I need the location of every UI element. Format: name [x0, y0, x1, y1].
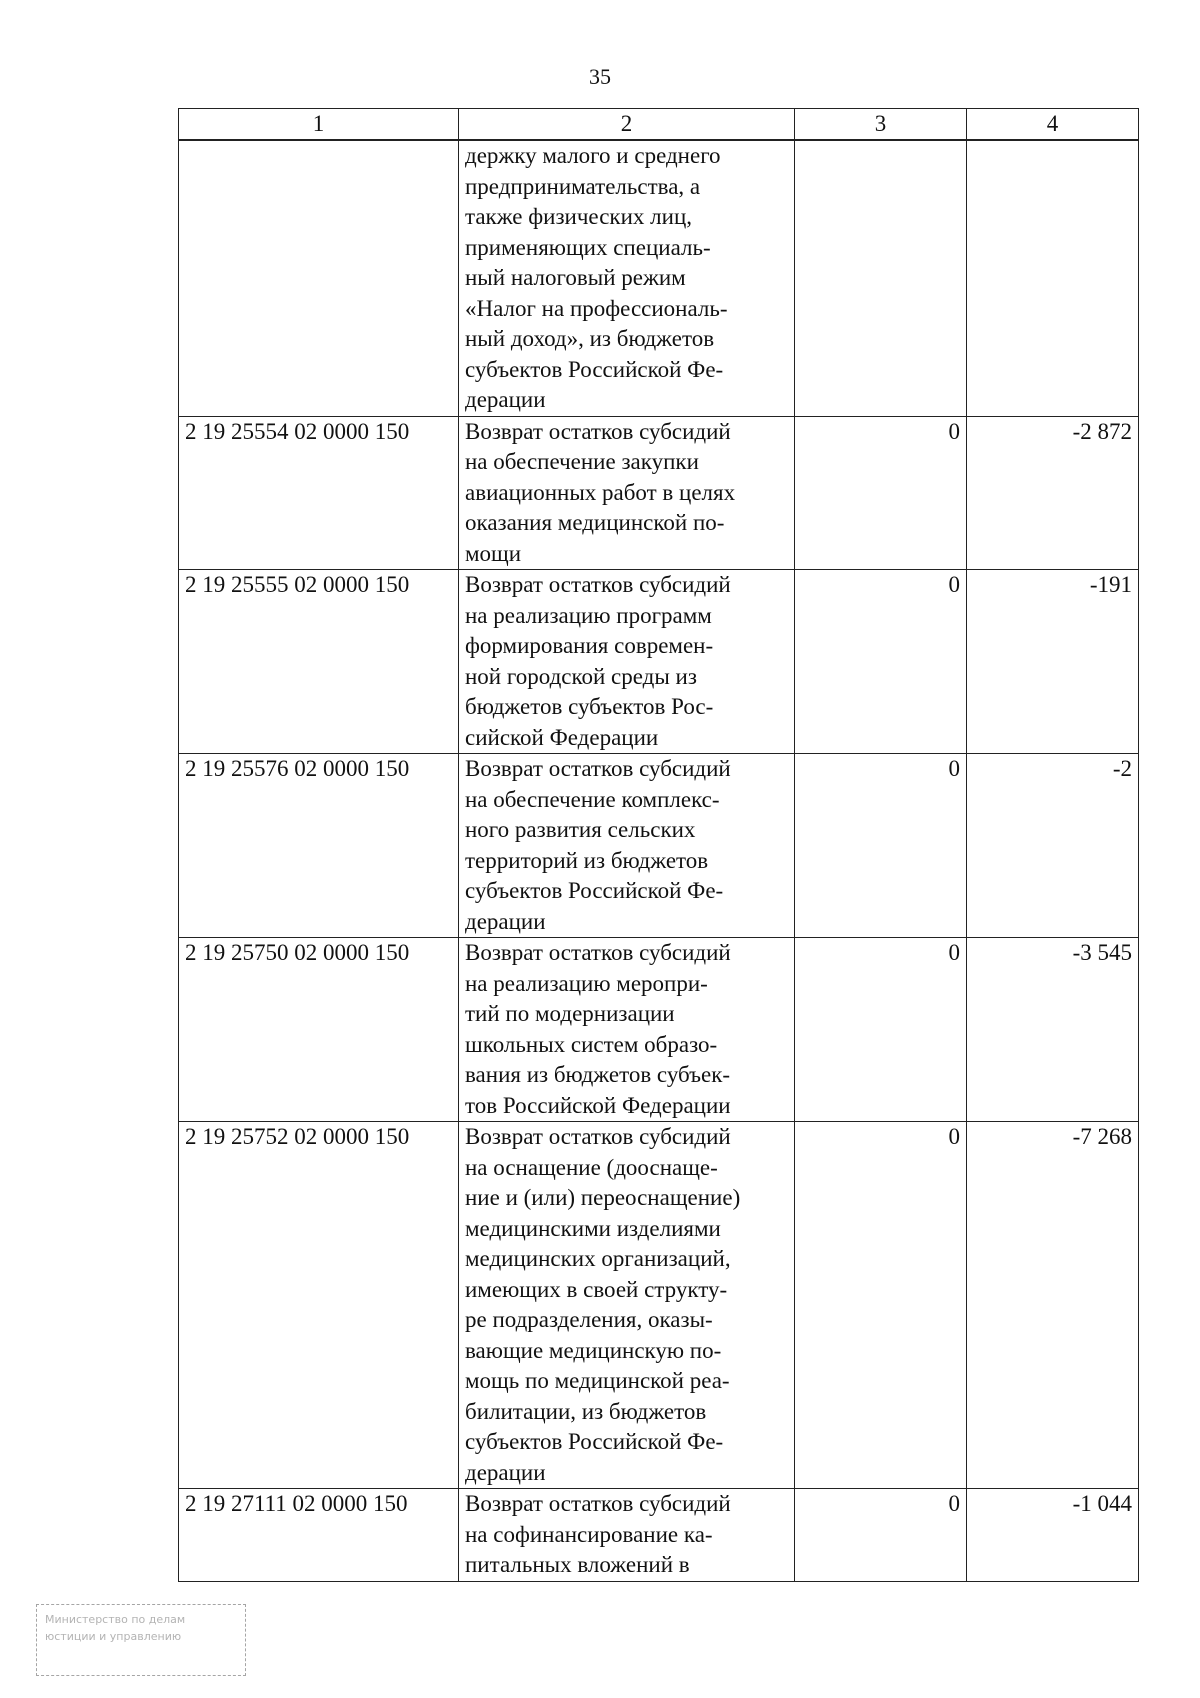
description-line: тов Российской Федерации — [465, 1092, 731, 1118]
amount-col-3: 0 — [795, 938, 967, 1122]
description-line: «Налог на профессиональ- — [465, 295, 728, 321]
income-description — [459, 570, 795, 754]
description-line: предпринимательства, а — [465, 173, 701, 199]
budget-table — [178, 108, 1139, 1582]
table-row — [179, 570, 1139, 754]
description-line: авиационных работ в целях — [465, 479, 736, 505]
classification-code: 2 19 27111 02 0000 150 — [179, 1489, 459, 1582]
description-line: дерации — [465, 387, 546, 412]
amount-col-4: -7 268 — [967, 1122, 1139, 1489]
income-description — [459, 140, 795, 416]
description-line: медицинских организаций, — [465, 1246, 731, 1271]
description-line: формирования современ- — [465, 633, 714, 658]
amount-col-4: -2 872 — [967, 416, 1139, 570]
stamp-line: Министерство по делам — [45, 1613, 186, 1626]
description-line: Возврат остатков субсидий — [465, 940, 731, 965]
description-line: мощь по медицинской реа- — [465, 1368, 730, 1393]
table-row — [179, 140, 1139, 416]
income-description — [459, 416, 795, 570]
income-description — [459, 1122, 795, 1489]
amount-col-3: 0 — [795, 570, 967, 754]
description-line: ние и (или) переоснащение) — [465, 1185, 741, 1210]
description-line: также физических лиц, — [465, 204, 693, 229]
description-line: вания из бюджетов субъек- — [465, 1062, 731, 1087]
description-line: мощи — [465, 540, 522, 566]
amount-col-4: -1 044 — [967, 1489, 1139, 1582]
description-line: имеющих в своей структу- — [465, 1276, 728, 1302]
description-line: на обеспечение комплекс- — [465, 786, 720, 812]
table-body — [179, 140, 1139, 1581]
table-row — [179, 1122, 1139, 1489]
description-line: Возврат остатков субсидий — [465, 1124, 731, 1149]
table-header-row — [179, 109, 1139, 141]
classification-code: 2 19 25555 02 0000 150 — [179, 570, 459, 754]
income-description — [459, 1489, 795, 1582]
table-row — [179, 938, 1139, 1122]
description-line: Возврат остатков субсидий — [465, 1491, 731, 1516]
description-line: субъектов Российской Фе- — [465, 356, 724, 382]
description-line: ре подразделения, оказы- — [465, 1307, 713, 1332]
amount-col-3: 0 — [795, 1122, 967, 1489]
amount-col-3: 0 — [795, 1489, 967, 1582]
description-line: Возврат остатков субсидий — [465, 418, 731, 444]
header-col-4: 4 — [967, 109, 1139, 141]
description-line: субъектов Российской Фе- — [465, 1429, 724, 1454]
classification-code: 2 19 25576 02 0000 150 — [179, 754, 459, 938]
table-row — [179, 1489, 1139, 1582]
classification-code — [179, 140, 459, 416]
description-line: Возврат остатков субсидий — [465, 572, 731, 597]
description-line: на реализацию программ — [465, 602, 712, 628]
description-line: дерации — [465, 1459, 546, 1485]
header-col-2: 2 — [459, 109, 795, 141]
description-line: субъектов Российской Фе- — [465, 878, 724, 903]
amount-col-3: 0 — [795, 416, 967, 570]
description-line: ный налоговый режим — [465, 265, 686, 290]
header-col-3: 3 — [795, 109, 967, 141]
registration-stamp — [36, 1604, 246, 1676]
description-line: билитации, из бюджетов — [465, 1398, 707, 1424]
description-line: ного развития сельских — [465, 817, 696, 842]
description-line: тий по модернизации — [465, 1001, 675, 1026]
description-line: вающие медицинскую по- — [465, 1337, 722, 1363]
description-line: бюджетов субъектов Рос- — [465, 694, 714, 719]
amount-col-3 — [795, 140, 967, 416]
description-line: питальных вложений в — [465, 1552, 690, 1577]
classification-code: 2 19 25752 02 0000 150 — [179, 1122, 459, 1489]
stamp-line: юстиции и управлению — [45, 1630, 182, 1643]
amount-col-4 — [967, 140, 1139, 416]
description-line: дерации — [465, 908, 546, 934]
classification-code: 2 19 25554 02 0000 150 — [179, 416, 459, 570]
income-description — [459, 938, 795, 1122]
amount-col-4: -3 545 — [967, 938, 1139, 1122]
income-description — [459, 754, 795, 938]
description-line: ной городской среды из — [465, 663, 697, 689]
description-line: держку малого и среднего — [465, 143, 721, 168]
amount-col-4: -2 — [967, 754, 1139, 938]
description-line: Возврат остатков субсидий — [465, 756, 731, 781]
description-line: ный доход», из бюджетов — [465, 326, 715, 351]
classification-code: 2 19 25750 02 0000 150 — [179, 938, 459, 1122]
description-line: медицинскими изделиями — [465, 1215, 721, 1241]
description-line: на софинансирование ка- — [465, 1521, 713, 1547]
description-line: сийской Федерации — [465, 724, 659, 750]
description-line: на оснащение (дооснаще- — [465, 1154, 718, 1180]
description-line: школьных систем образо- — [465, 1031, 718, 1057]
amount-col-3: 0 — [795, 754, 967, 938]
description-line: территорий из бюджетов — [465, 847, 709, 873]
page-number: 35 — [589, 64, 611, 89]
description-line: применяющих специаль- — [465, 234, 711, 260]
header-col-1: 1 — [179, 109, 459, 141]
table-row — [179, 754, 1139, 938]
table-row — [179, 416, 1139, 570]
description-line: оказания медицинской по- — [465, 510, 725, 535]
description-line: на реализацию меропри- — [465, 970, 708, 996]
description-line: на обеспечение закупки — [465, 449, 699, 474]
amount-col-4: -191 — [967, 570, 1139, 754]
